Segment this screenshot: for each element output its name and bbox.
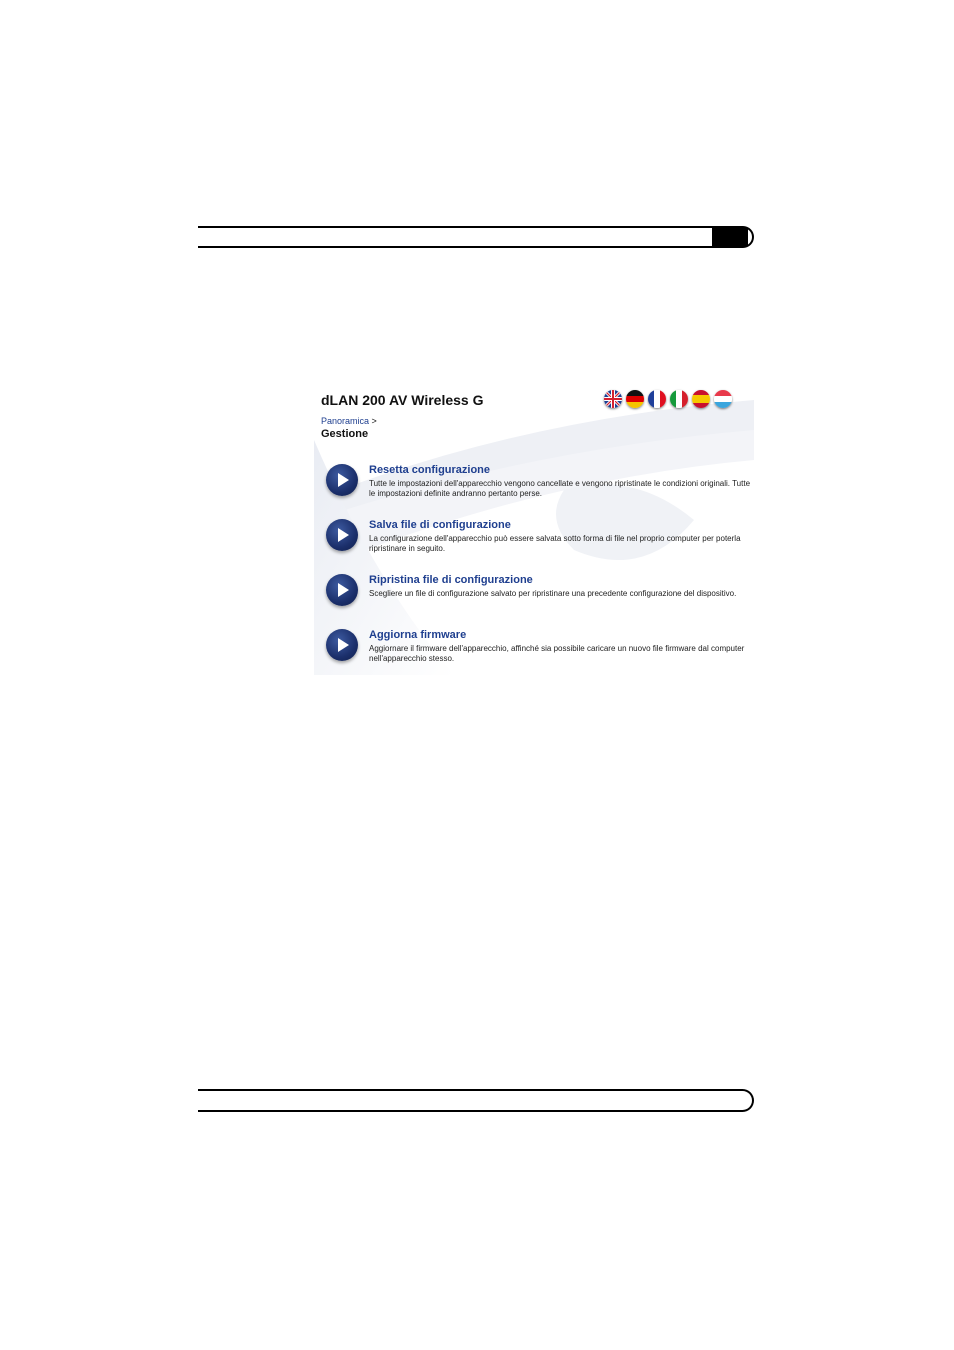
item-title[interactable]: Ripristina file di configurazione [369,574,533,586]
flag-france-icon[interactable] [648,390,666,408]
flag-spain-icon[interactable] [692,390,710,408]
item-title[interactable]: Salva file di configurazione [369,519,511,531]
breadcrumb-separator: > [371,416,377,426]
flag-germany-icon[interactable] [626,390,644,408]
item-description: Scegliere un file di configurazione salvato per ripristinare una precedente configurazione del dispositivo. [369,589,737,598]
item-title[interactable]: Aggiorna firmware [369,629,467,641]
screenshot-panel [314,380,754,675]
item-description: La configurazione dell'apparecchio può essere salvata sotto forma di file nel proprio computer per poterla ripristinare in seguito. [369,534,741,553]
play-button-icon[interactable] [326,574,358,606]
flag-uk-icon[interactable] [604,390,622,408]
item-description: Aggiornare il firmware dell'apparecchio, affinché sia possibile caricare un nuovo file firmware dal computer nell'apparecchio stesso. [369,644,745,663]
breadcrumb [321,416,377,426]
play-button-icon[interactable] [326,519,358,551]
flag-luxembourg-icon[interactable] [714,390,732,408]
language-flags [604,390,732,408]
page-title: Gestione [321,428,369,440]
bottom-page-rule [198,1089,754,1112]
item-title[interactable]: Resetta configurazione [369,464,491,476]
page-tab-marker [712,228,748,246]
play-button-icon[interactable] [326,464,358,496]
item-description: Tutte le impostazioni dell'apparecchio vengono cancellate e vengono ripristinate le condizioni originali. Tutte le impostazioni definite andranno pertanto perse. [369,479,751,498]
top-page-rule [198,226,754,248]
app-title: dLAN 200 AV Wireless G [321,392,484,408]
flag-italy-icon[interactable] [670,390,688,408]
play-button-icon[interactable] [326,629,358,661]
breadcrumb-link[interactable]: Panoramica [321,416,370,426]
